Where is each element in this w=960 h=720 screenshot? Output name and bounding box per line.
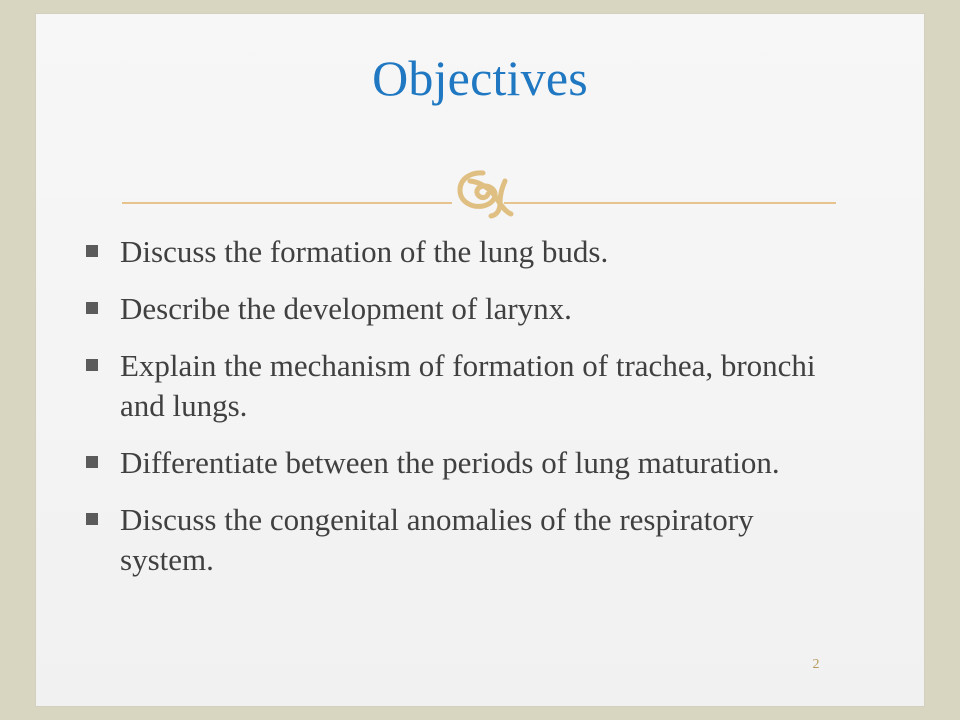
- bullet-square-icon: [86, 456, 98, 468]
- list-item: [86, 232, 846, 272]
- list-item-text: Explain the mechanism of formation of trachea, bronchi and lungs.: [120, 348, 816, 423]
- list-item: [86, 346, 846, 426]
- page-number: 2: [812, 657, 820, 672]
- bullet-square-icon: [86, 302, 98, 314]
- list-item-text: Differentiate between the periods of lung maturation.: [120, 445, 780, 480]
- bullet-square-icon: [86, 245, 98, 257]
- bullet-square-icon: [86, 513, 98, 525]
- list-item-text: Discuss the formation of the lung buds.: [120, 234, 609, 269]
- title-divider-right: [504, 202, 836, 204]
- objectives-list: [86, 232, 846, 597]
- slide-title: Objectives: [372, 50, 588, 106]
- list-item-text: Discuss the congenital anomalies of the respiratory system.: [120, 502, 754, 577]
- list-item: [86, 500, 846, 580]
- decorative-ornament-icon: [448, 168, 518, 220]
- list-item: [86, 289, 846, 329]
- bullet-square-icon: [86, 359, 98, 371]
- list-item-text: Describe the development of larynx.: [120, 291, 572, 326]
- list-item: [86, 443, 846, 483]
- title-divider-left: [122, 202, 452, 204]
